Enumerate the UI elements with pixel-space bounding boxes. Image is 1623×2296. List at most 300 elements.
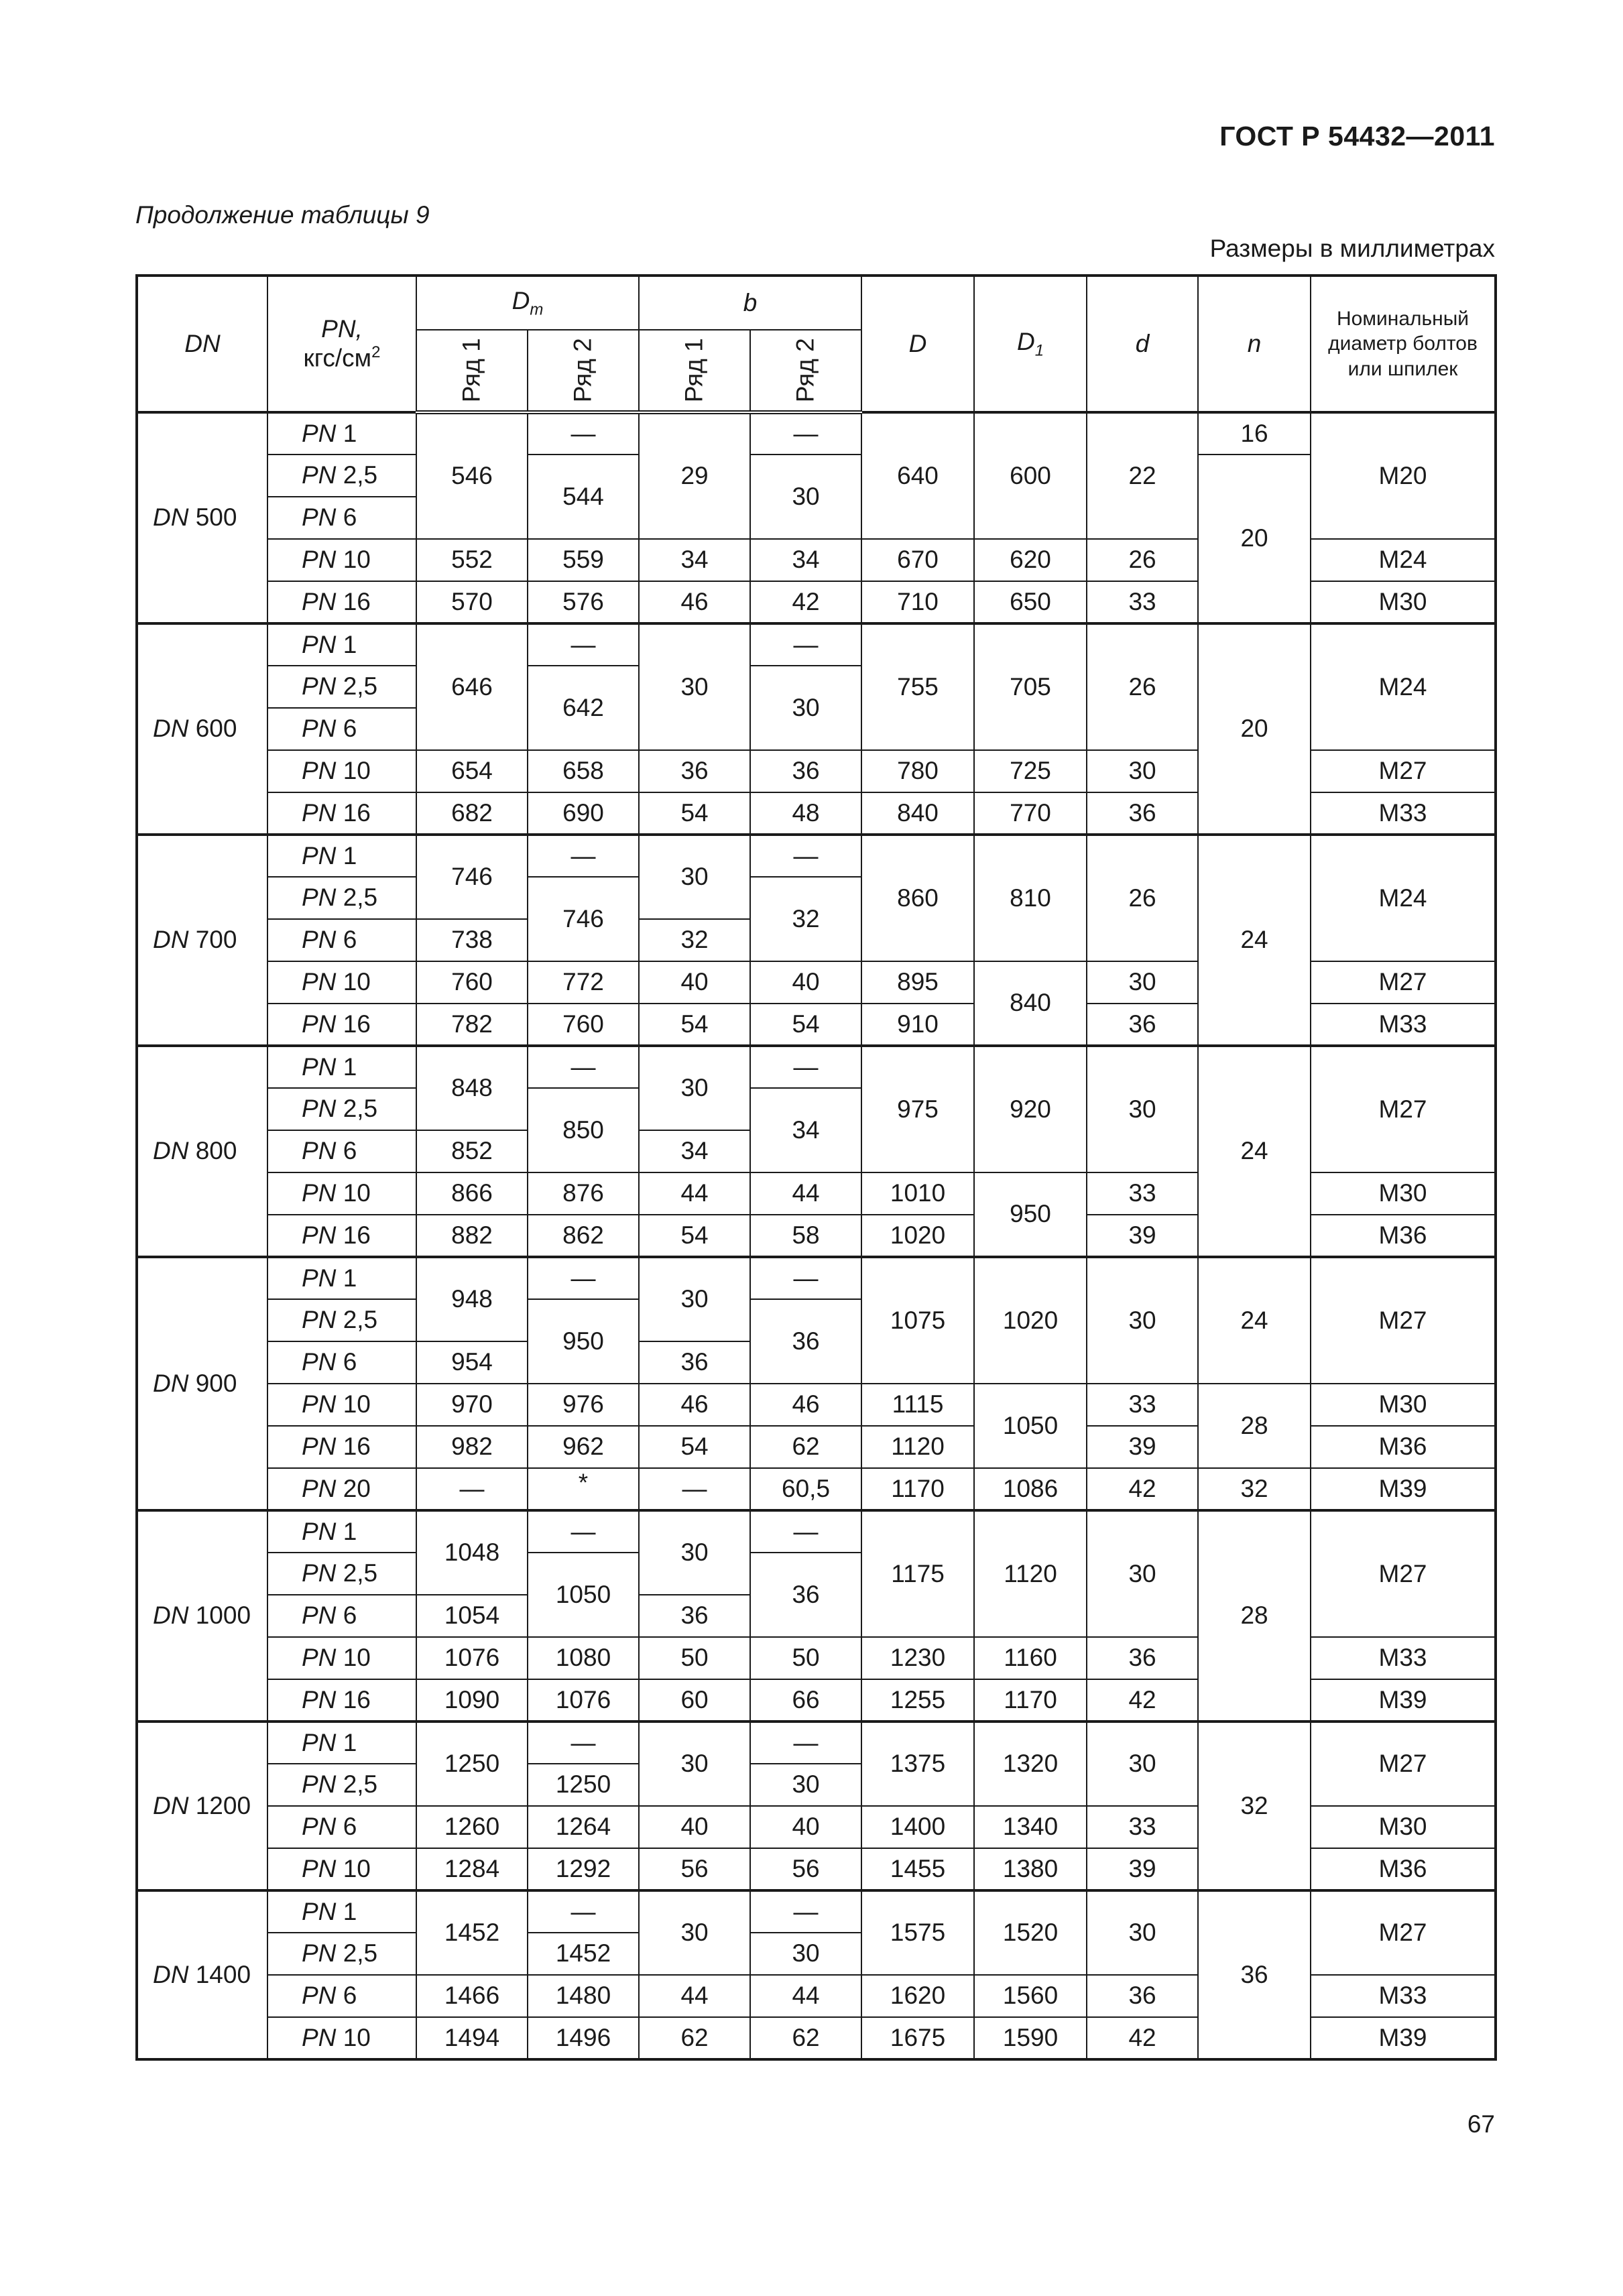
dm1-cell: 646 [416, 623, 528, 750]
d-cell: 42 [1087, 1468, 1198, 1510]
b1-cell: — [639, 1468, 750, 1510]
pn-cell: PN 2,5 [267, 877, 416, 919]
D1-cell: 1340 [974, 1806, 1087, 1848]
header-b-row2: Ряд 2 [750, 330, 861, 412]
b2-cell: 30 [750, 455, 861, 539]
pn-cell: PN 16 [267, 1004, 416, 1046]
dn-cell: DN 1400 [137, 1890, 267, 2059]
b1-cell: 36 [639, 1595, 750, 1637]
D-cell: 1075 [861, 1257, 974, 1384]
dm2-cell: 1076 [528, 1679, 639, 1721]
n-cell: 20 [1198, 455, 1311, 623]
n-cell: 16 [1198, 412, 1311, 455]
D-cell: 1620 [861, 1975, 974, 2017]
b1-cell: 36 [639, 1341, 750, 1384]
dm2-cell: — [528, 1046, 639, 1088]
b1-cell: 40 [639, 961, 750, 1004]
flange-dimensions-table [135, 274, 1497, 2061]
d-cell: 30 [1087, 1046, 1198, 1172]
dm1-cell: 852 [416, 1130, 528, 1172]
b1-cell: 30 [639, 623, 750, 750]
n-cell: 32 [1198, 1468, 1311, 1510]
pn-cell: PN 2,5 [267, 1088, 416, 1130]
pn-cell: PN 10 [267, 961, 416, 1004]
b1-cell: 54 [639, 792, 750, 835]
bolt-cell: M24 [1311, 623, 1496, 750]
dn-cell: DN 1200 [137, 1721, 267, 1890]
D1-cell: 1120 [974, 1510, 1087, 1637]
b2-cell: — [750, 1890, 861, 1933]
b1-cell: 29 [639, 412, 750, 539]
D-cell: 1675 [861, 2017, 974, 2059]
table-row [137, 455, 1496, 497]
D1-cell: 1380 [974, 1848, 1087, 1890]
D1-cell: 1590 [974, 2017, 1087, 2059]
D1-cell: 1160 [974, 1637, 1087, 1679]
b2-cell: 62 [750, 2017, 861, 2059]
dm1-cell: 738 [416, 919, 528, 961]
bolt-cell: M20 [1311, 412, 1496, 539]
b2-cell: 34 [750, 539, 861, 581]
b1-cell: 54 [639, 1426, 750, 1468]
D1-cell: 1086 [974, 1468, 1087, 1510]
n-cell: 32 [1198, 1721, 1311, 1890]
dm2-cell: 1050 [528, 1553, 639, 1637]
bolt-cell: M27 [1311, 1046, 1496, 1172]
b2-cell: — [750, 412, 861, 455]
b1-cell: 40 [639, 1806, 750, 1848]
b1-cell: 44 [639, 1172, 750, 1215]
D-cell: 1115 [861, 1384, 974, 1426]
D-cell: 780 [861, 750, 974, 792]
b2-cell: 66 [750, 1679, 861, 1721]
D1-cell: 810 [974, 835, 1087, 961]
dm1-cell: 760 [416, 961, 528, 1004]
pn-cell: PN 2,5 [267, 1299, 416, 1341]
d-cell: 42 [1087, 2017, 1198, 2059]
bolt-cell: M30 [1311, 1384, 1496, 1426]
dm1-cell: 782 [416, 1004, 528, 1046]
D-cell: 1255 [861, 1679, 974, 1721]
pn-cell: PN 2,5 [267, 1933, 416, 1975]
bolt-cell: M33 [1311, 1637, 1496, 1679]
dm2-cell: * [528, 1468, 639, 1510]
d-cell: 33 [1087, 1172, 1198, 1215]
D1-cell: 840 [974, 961, 1087, 1046]
pn-cell: PN 16 [267, 1215, 416, 1257]
pn-cell: PN 1 [267, 1721, 416, 1764]
pn-cell: PN 1 [267, 1510, 416, 1553]
b1-cell: 34 [639, 539, 750, 581]
dm1-cell: 746 [416, 835, 528, 919]
b1-cell: 50 [639, 1637, 750, 1679]
d-cell: 22 [1087, 412, 1198, 539]
bolt-cell: M27 [1311, 750, 1496, 792]
pn-cell: PN 10 [267, 2017, 416, 2059]
dm1-cell: 570 [416, 581, 528, 623]
D1-cell: 920 [974, 1046, 1087, 1172]
d-cell: 30 [1087, 750, 1198, 792]
b2-cell: 60,5 [750, 1468, 861, 1510]
bolt-cell: M27 [1311, 961, 1496, 1004]
D1-cell: 725 [974, 750, 1087, 792]
dm2-cell: 950 [528, 1299, 639, 1384]
header-dn: DN [137, 276, 267, 412]
header-pn: PN, кгс/$см^2$ [267, 276, 416, 412]
D-cell: 1575 [861, 1890, 974, 1975]
b2-cell: 44 [750, 1172, 861, 1215]
D-cell: 1455 [861, 1848, 974, 1890]
dm2-cell: — [528, 1510, 639, 1553]
bolt-cell: M39 [1311, 1679, 1496, 1721]
n-cell: 28 [1198, 1384, 1311, 1468]
pn-cell: PN 2,5 [267, 666, 416, 708]
b2-cell: — [750, 1257, 861, 1299]
dm2-cell: 1496 [528, 2017, 639, 2059]
D1-cell: 770 [974, 792, 1087, 835]
pn-cell: PN 16 [267, 581, 416, 623]
b1-cell: 56 [639, 1848, 750, 1890]
pn-cell: PN 10 [267, 1848, 416, 1890]
bolt-cell: M30 [1311, 1806, 1496, 1848]
pn-cell: PN 1 [267, 835, 416, 877]
dm1-cell: 682 [416, 792, 528, 835]
dm1-cell: 954 [416, 1341, 528, 1384]
bolt-cell: M36 [1311, 1426, 1496, 1468]
dm2-cell: 962 [528, 1426, 639, 1468]
table-row [137, 1046, 1496, 1088]
pn-cell: PN 20 [267, 1468, 416, 1510]
D-cell: 1230 [861, 1637, 974, 1679]
bolt-cell: M36 [1311, 1848, 1496, 1890]
pn-cell: PN 1 [267, 1257, 416, 1299]
D-cell: 1020 [861, 1215, 974, 1257]
b1-cell: 46 [639, 581, 750, 623]
pn-cell: PN 2,5 [267, 455, 416, 497]
pn-cell: PN 2,5 [267, 1553, 416, 1595]
bolt-cell: M27 [1311, 1510, 1496, 1637]
dm1-cell: 982 [416, 1426, 528, 1468]
n-cell: 28 [1198, 1510, 1311, 1721]
n-cell: 20 [1198, 623, 1311, 835]
D-cell: 1010 [861, 1172, 974, 1215]
D-cell: 910 [861, 1004, 974, 1046]
page-number: 67 [1467, 2110, 1495, 2138]
d-cell: 30 [1087, 1890, 1198, 1975]
pn-cell: PN 10 [267, 1172, 416, 1215]
table-row [137, 1510, 1496, 1553]
pn-cell: PN 1 [267, 1890, 416, 1933]
pn-cell: PN 10 [267, 750, 416, 792]
pn-cell: PN 6 [267, 1806, 416, 1848]
table-row [137, 1890, 1496, 1933]
header-D: D [861, 276, 974, 412]
D-cell: 1375 [861, 1721, 974, 1806]
header-bolt-diameter: Номинальный диаметр болтов или шпилек [1311, 276, 1496, 412]
b1-cell: 30 [639, 1890, 750, 1975]
b2-cell: — [750, 1046, 861, 1088]
dm2-cell: 1250 [528, 1764, 639, 1806]
d-cell: 36 [1087, 792, 1198, 835]
dm2-cell: — [528, 835, 639, 877]
units-note: Размеры в миллиметрах [1209, 235, 1495, 262]
dm1-cell: 1048 [416, 1510, 528, 1595]
d-cell: 39 [1087, 1848, 1198, 1890]
dn-cell: DN 700 [137, 835, 267, 1046]
b2-cell: 42 [750, 581, 861, 623]
dn-cell: DN 500 [137, 412, 267, 623]
dm2-cell: 544 [528, 455, 639, 539]
pn-cell: PN 1 [267, 623, 416, 666]
header-dm-row2: Ряд 2 [528, 330, 639, 412]
header-b-row1: Ряд 1 [639, 330, 750, 412]
dm1-cell: 948 [416, 1257, 528, 1341]
dm2-cell: — [528, 1721, 639, 1764]
b1-cell: 30 [639, 835, 750, 919]
b2-cell: 58 [750, 1215, 861, 1257]
D-cell: 710 [861, 581, 974, 623]
d-cell: 26 [1087, 539, 1198, 581]
b2-cell: 54 [750, 1004, 861, 1046]
d-cell: 42 [1087, 1679, 1198, 1721]
dm1-cell: 1466 [416, 1975, 528, 2017]
dm2-cell: 1480 [528, 1975, 639, 2017]
pn-cell: PN 6 [267, 708, 416, 750]
D1-cell: 1020 [974, 1257, 1087, 1384]
D-cell: 1400 [861, 1806, 974, 1848]
table-row [137, 1384, 1496, 1426]
b1-cell: 44 [639, 1975, 750, 2017]
pn-cell: PN 10 [267, 1384, 416, 1426]
dm2-cell: 876 [528, 1172, 639, 1215]
pn-cell: PN 1 [267, 1046, 416, 1088]
d-cell: 33 [1087, 1384, 1198, 1426]
dm2-cell: 690 [528, 792, 639, 835]
D-cell: 1120 [861, 1426, 974, 1468]
n-cell: 24 [1198, 1046, 1311, 1257]
d-cell: 30 [1087, 961, 1198, 1004]
dm1-cell: 552 [416, 539, 528, 581]
bolt-cell: M33 [1311, 792, 1496, 835]
header-n: n [1198, 276, 1311, 412]
bolt-cell: M39 [1311, 1468, 1496, 1510]
D1-cell: 705 [974, 623, 1087, 750]
header-dm: $D_m$ [416, 276, 639, 330]
D-cell: 860 [861, 835, 974, 961]
d-cell: 36 [1087, 1975, 1198, 2017]
d-cell: 26 [1087, 835, 1198, 961]
dm2-cell: 1264 [528, 1806, 639, 1848]
b2-cell: 62 [750, 1426, 861, 1468]
pn-cell: PN 6 [267, 1975, 416, 2017]
dm1-cell: 654 [416, 750, 528, 792]
pn-cell: PN 2,5 [267, 1764, 416, 1806]
b2-cell: 32 [750, 877, 861, 961]
table-row [137, 412, 1496, 455]
b2-cell: 36 [750, 750, 861, 792]
b2-cell: 56 [750, 1848, 861, 1890]
bolt-cell: M27 [1311, 1890, 1496, 1975]
table-row [137, 623, 1496, 666]
dn-cell: DN 900 [137, 1257, 267, 1510]
b1-cell: 46 [639, 1384, 750, 1426]
b1-cell: 62 [639, 2017, 750, 2059]
bolt-cell: M24 [1311, 835, 1496, 961]
pn-cell: PN 6 [267, 919, 416, 961]
dm1-cell: — [416, 1468, 528, 1510]
dn-cell: DN 1000 [137, 1510, 267, 1721]
table-row [137, 835, 1496, 877]
b2-cell: 36 [750, 1299, 861, 1384]
dm2-cell: — [528, 623, 639, 666]
dm2-cell: 850 [528, 1088, 639, 1172]
d-cell: 30 [1087, 1721, 1198, 1806]
b1-cell: 34 [639, 1130, 750, 1172]
pn-cell: PN 6 [267, 497, 416, 539]
dm1-cell: 848 [416, 1046, 528, 1130]
pn-cell: PN 6 [267, 1341, 416, 1384]
bolt-cell: M36 [1311, 1215, 1496, 1257]
b2-cell: — [750, 1510, 861, 1553]
dm1-cell: 1076 [416, 1637, 528, 1679]
pn-cell: PN 10 [267, 1637, 416, 1679]
dm1-cell: 970 [416, 1384, 528, 1426]
d-cell: 30 [1087, 1510, 1198, 1637]
dm1-cell: 546 [416, 412, 528, 539]
b1-cell: 36 [639, 750, 750, 792]
n-cell: 24 [1198, 1257, 1311, 1384]
b1-cell: 30 [639, 1721, 750, 1806]
b1-cell: 30 [639, 1046, 750, 1130]
pn-cell: PN 16 [267, 792, 416, 835]
dm1-cell: 1090 [416, 1679, 528, 1721]
D1-cell: 950 [974, 1172, 1087, 1257]
pn-cell: PN 1 [267, 412, 416, 455]
b2-cell: — [750, 623, 861, 666]
bolt-cell: M27 [1311, 1257, 1496, 1384]
dm2-cell: 976 [528, 1384, 639, 1426]
bolt-cell: M33 [1311, 1975, 1496, 2017]
dm2-cell: — [528, 1257, 639, 1299]
pn-cell: PN 16 [267, 1426, 416, 1468]
D1-cell: 650 [974, 581, 1087, 623]
bolt-cell: M27 [1311, 1721, 1496, 1806]
D1-cell: 1320 [974, 1721, 1087, 1806]
dm2-cell: 746 [528, 877, 639, 961]
D-cell: 895 [861, 961, 974, 1004]
d-cell: 26 [1087, 623, 1198, 750]
header-b: b [639, 276, 861, 330]
D-cell: 640 [861, 412, 974, 539]
dm2-cell: 1452 [528, 1933, 639, 1975]
d-cell: 36 [1087, 1004, 1198, 1046]
d-cell: 39 [1087, 1215, 1198, 1257]
b1-cell: 30 [639, 1257, 750, 1341]
b2-cell: 40 [750, 1806, 861, 1848]
table-row [137, 1257, 1496, 1299]
bolt-cell: M39 [1311, 2017, 1496, 2059]
dm2-cell: 760 [528, 1004, 639, 1046]
pn-cell: PN 16 [267, 1679, 416, 1721]
dm2-cell: 772 [528, 961, 639, 1004]
pn-cell: PN 6 [267, 1130, 416, 1172]
dm1-cell: 1284 [416, 1848, 528, 1890]
D-cell: 755 [861, 623, 974, 750]
b2-cell: 30 [750, 666, 861, 750]
D1-cell: 1050 [974, 1384, 1087, 1468]
header-d: d [1087, 276, 1198, 412]
dn-cell: DN 600 [137, 623, 267, 835]
d-cell: 30 [1087, 1257, 1198, 1384]
D-cell: 1175 [861, 1510, 974, 1637]
b1-cell: 54 [639, 1004, 750, 1046]
n-cell: 24 [1198, 835, 1311, 1046]
dm1-cell: 1260 [416, 1806, 528, 1848]
dm1-cell: 1250 [416, 1721, 528, 1806]
pn-cell: PN 6 [267, 1595, 416, 1637]
pn-cell: PN 10 [267, 539, 416, 581]
D1-cell: 600 [974, 412, 1087, 539]
dm2-cell: 1080 [528, 1637, 639, 1679]
bolt-cell: M30 [1311, 1172, 1496, 1215]
b2-cell: 40 [750, 961, 861, 1004]
dm2-cell: 576 [528, 581, 639, 623]
D1-cell: 1170 [974, 1679, 1087, 1721]
d-cell: 33 [1087, 581, 1198, 623]
D1-cell: 620 [974, 539, 1087, 581]
dm2-cell: 658 [528, 750, 639, 792]
b2-cell: — [750, 1721, 861, 1764]
b2-cell: 34 [750, 1088, 861, 1172]
dm1-cell: 882 [416, 1215, 528, 1257]
b2-cell: 30 [750, 1933, 861, 1975]
b2-cell: 50 [750, 1637, 861, 1679]
D-cell: 1170 [861, 1468, 974, 1510]
b1-cell: 54 [639, 1215, 750, 1257]
bolt-cell: M33 [1311, 1004, 1496, 1046]
d-cell: 36 [1087, 1637, 1198, 1679]
b2-cell: 30 [750, 1764, 861, 1806]
b1-cell: 32 [639, 919, 750, 961]
dm2-cell: 642 [528, 666, 639, 750]
b2-cell: 46 [750, 1384, 861, 1426]
table-row [137, 1721, 1496, 1764]
b2-cell: 44 [750, 1975, 861, 2017]
table-continuation-caption: Продолжение таблицы 9 [135, 201, 430, 229]
header-D1: $D_1$ [974, 276, 1087, 412]
dm2-cell: — [528, 412, 639, 455]
D-cell: 840 [861, 792, 974, 835]
D1-cell: 1560 [974, 1975, 1087, 2017]
dn-cell: DN 800 [137, 1046, 267, 1257]
dm1-cell: 1452 [416, 1890, 528, 1975]
d-cell: 39 [1087, 1426, 1198, 1468]
standard-number: ГОСТ Р 54432—2011 [1219, 121, 1495, 152]
b2-cell: — [750, 835, 861, 877]
header-dm-row1: Ряд 1 [416, 330, 528, 412]
b2-cell: 36 [750, 1553, 861, 1637]
D1-cell: 1520 [974, 1890, 1087, 1975]
table-row [137, 1468, 1496, 1510]
b1-cell: 60 [639, 1679, 750, 1721]
bolt-cell: M30 [1311, 581, 1496, 623]
dm2-cell: 862 [528, 1215, 639, 1257]
b2-cell: 48 [750, 792, 861, 835]
dm1-cell: 866 [416, 1172, 528, 1215]
dm2-cell: — [528, 1890, 639, 1933]
dm2-cell: 1292 [528, 1848, 639, 1890]
bolt-cell: M24 [1311, 539, 1496, 581]
